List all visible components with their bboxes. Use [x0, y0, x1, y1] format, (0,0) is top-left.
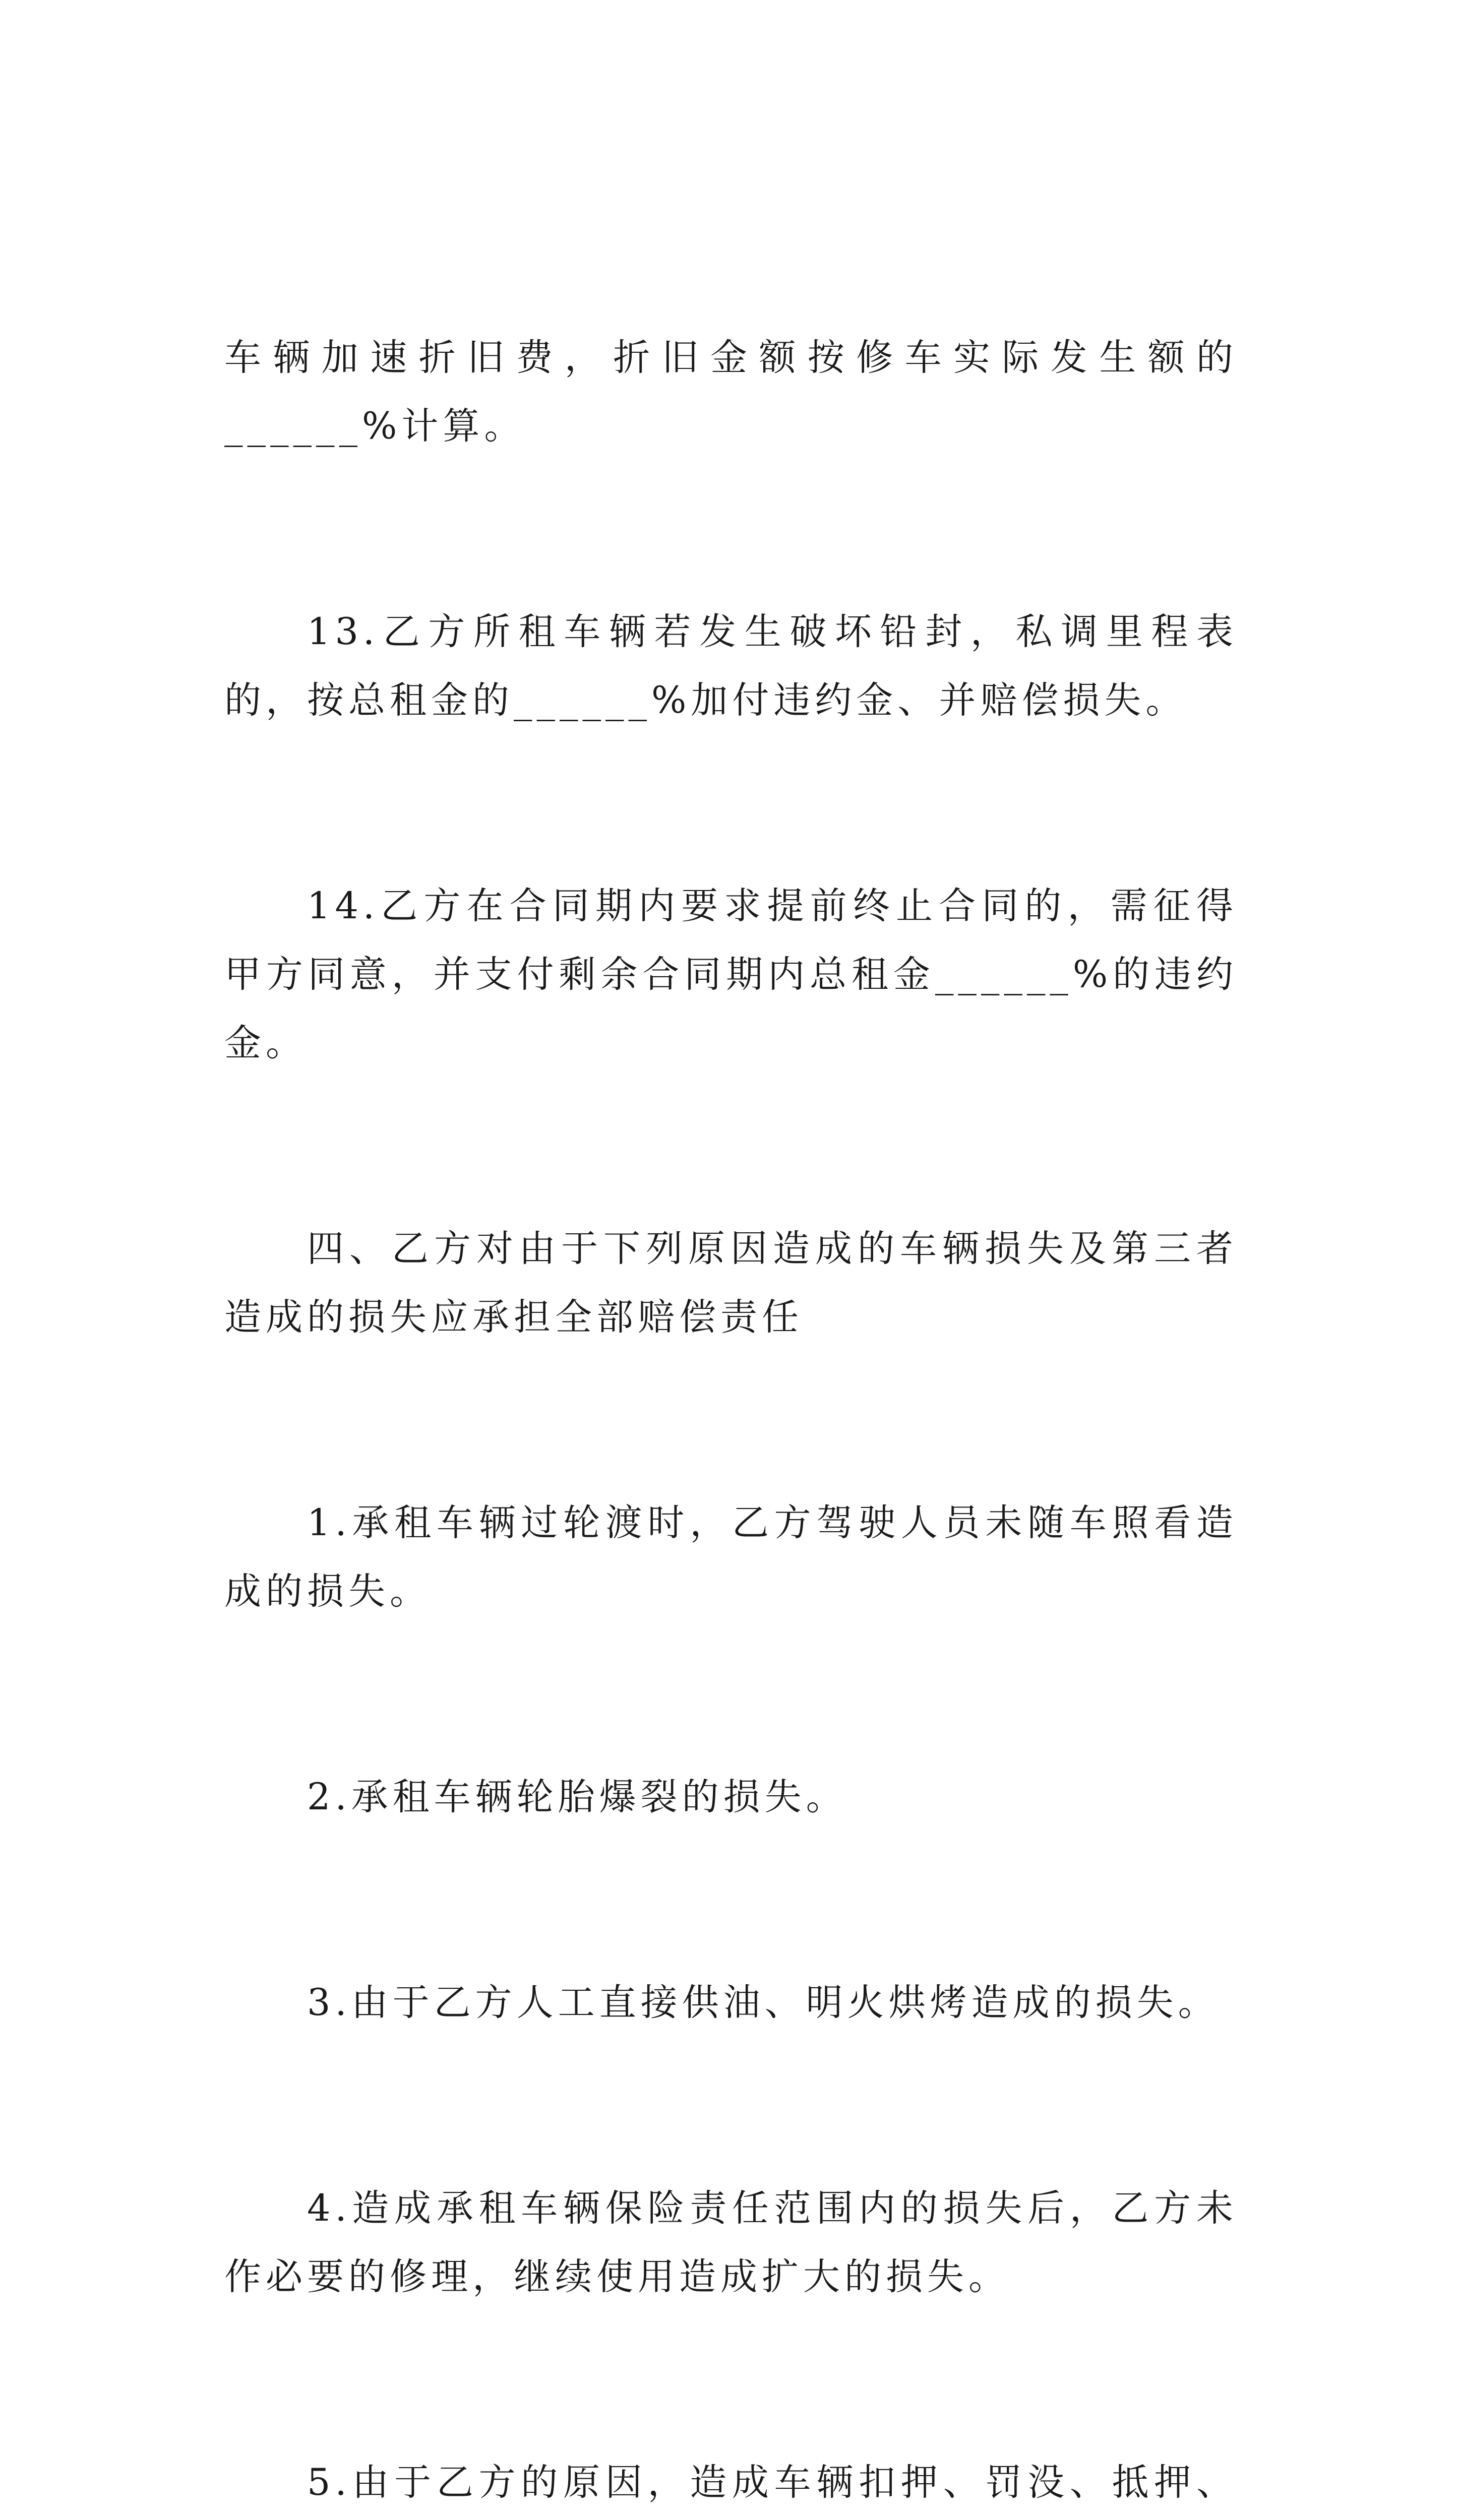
paragraph-item-3: 3.由于乙方人工直接供油、明火烘烤造成的损失。 — [307, 1981, 1220, 2024]
paragraph-item-13: 13.乙方所租车辆若发生破坏铅封，私调里程表的，按总租金的______%加付违约金、并赔偿损失。 — [224, 610, 1238, 722]
paragraph-continuation: 车辆加速折旧费，折旧金额按修车实际发生额的______%计算。 — [224, 336, 1238, 448]
paragraph-item-2: 2.承租车辆轮胎爆裂的损失。 — [307, 1776, 847, 1818]
paragraph-item-14: 14.乙方在合同期内要求提前终止合同的，需征得甲方同意，并支付剩余合同期内总租金______%的违约金。 — [224, 885, 1238, 1064]
document-body — [224, 186, 1238, 2520]
paragraph-item-1: 1.承租车辆过轮渡时，乙方驾驶人员未随车照看造成的损失。 — [224, 1501, 1238, 1613]
paragraph-item-5: 5.由于乙方的原因，造成车辆扣押、罚没、抵押、 — [307, 2461, 1238, 2504]
paragraph-item-4: 4.造成承租车辆保险责任范围内的损失后，乙方未作必要的修理，继续使用造成扩大的损失。 — [224, 2187, 1238, 2298]
section-heading-4: 四、乙方对由于下列原因造成的车辆损失及第三者造成的损失应承担全部赔偿责任 — [224, 1227, 1238, 1339]
